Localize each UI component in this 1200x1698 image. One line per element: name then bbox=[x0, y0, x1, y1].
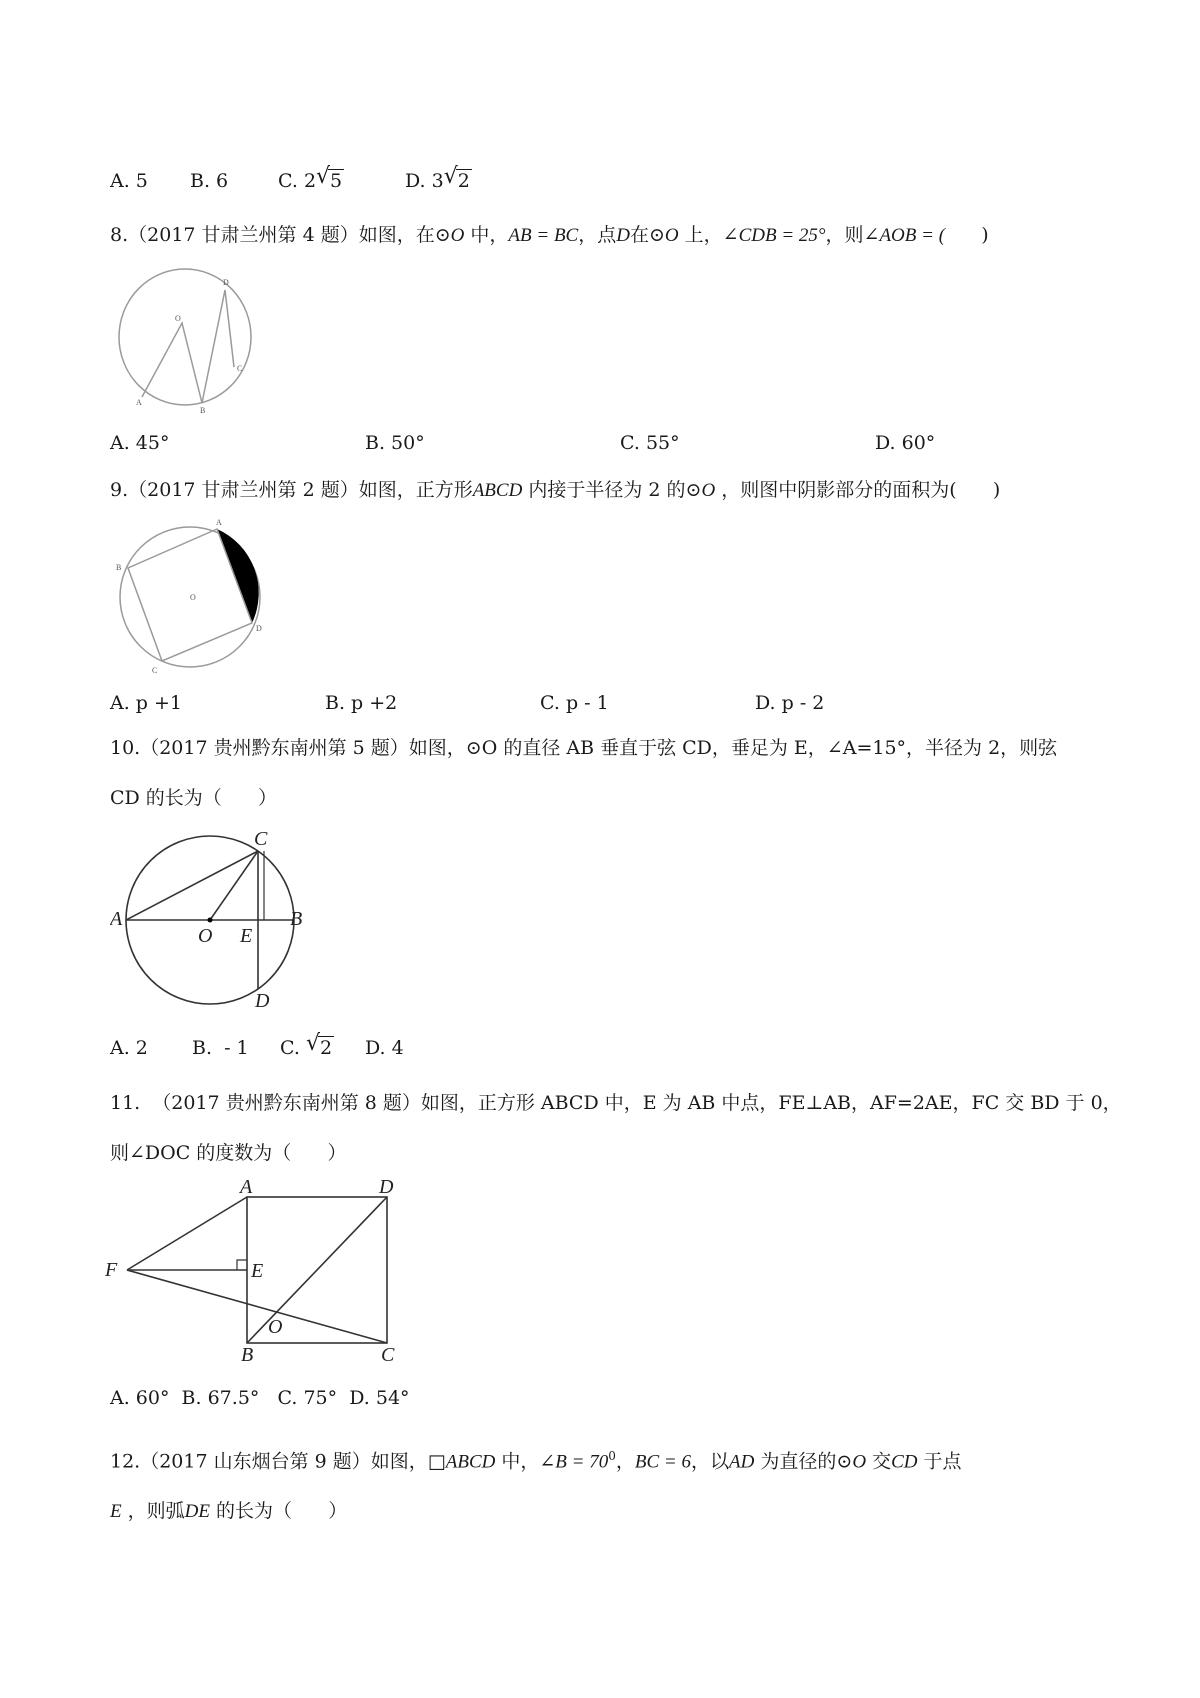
q8-option-a: A. 45° bbox=[110, 432, 170, 454]
q11-label-a: A bbox=[240, 1176, 253, 1198]
q9-label-o: O bbox=[190, 593, 196, 602]
q8-option-d: D. 60° bbox=[875, 432, 936, 454]
q9-label-a: A bbox=[216, 518, 222, 527]
q10-label-o: O bbox=[198, 925, 213, 947]
q10-option-b: B. - 1 bbox=[192, 1037, 249, 1059]
q11-label-o: O bbox=[268, 1316, 283, 1338]
q12-stem-line2: E ，则弧DE 的长为（ ） bbox=[110, 1500, 348, 1522]
q10-label-b: B bbox=[290, 908, 303, 930]
q10-stem-line2: CD 的长为（ ） bbox=[110, 787, 278, 809]
q10-center-dot bbox=[208, 918, 213, 923]
q10-option-a: A. 2 bbox=[110, 1037, 148, 1059]
q8-label-c: C bbox=[237, 364, 243, 373]
q7-option-d: D. 3 √ 2 bbox=[405, 164, 470, 192]
q9-option-d: D. p - 2 bbox=[755, 692, 825, 714]
q9-option-a: A. p +1 bbox=[110, 692, 183, 714]
q10-segment-ac bbox=[126, 851, 258, 920]
q9-option-b: B. p +2 bbox=[325, 692, 398, 714]
q8-label-o: O bbox=[175, 314, 181, 323]
q12-stem-line1: 12.（2017 山东烟台第 9 题）如图，□ABCD 中，∠B = $70^0$，BC = 6，以AD 为直径的⊙O 交CD 于点 bbox=[110, 1449, 962, 1473]
q7-option-a: A. 5 bbox=[110, 170, 148, 192]
q10-segment-oc bbox=[210, 851, 258, 920]
q11-figure bbox=[105, 1175, 405, 1365]
q9-stem: 9.（2017 甘肃兰州第 2 题）如图，正方形ABCD 内接于半径为 2 的⊙O ，则图中阴影部分的面积为( ) bbox=[110, 479, 1001, 501]
q8-figure bbox=[110, 255, 260, 415]
q11-label-f: F bbox=[105, 1259, 118, 1281]
q7-option-c: C. 2 √ 5 bbox=[278, 164, 343, 192]
q10-option-c: C. √ 2 bbox=[280, 1031, 333, 1059]
q8-option-c: C. 55° bbox=[620, 432, 680, 454]
q11-options: A. 60° B. 67.5° C. 75° D. 54° bbox=[110, 1387, 410, 1409]
q8-label-a: A bbox=[136, 398, 142, 407]
q11-right-angle-mark bbox=[237, 1260, 247, 1270]
q8-segments bbox=[142, 290, 234, 403]
q11-stem-line2: 则∠DOC 的度数为（ ） bbox=[110, 1142, 347, 1164]
q11-label-c: C bbox=[381, 1344, 395, 1365]
q10-label-d: D bbox=[255, 990, 270, 1010]
q11-label-d: D bbox=[379, 1176, 394, 1198]
q11-label-b: B bbox=[241, 1344, 254, 1365]
q8-label-b: B bbox=[200, 406, 206, 415]
q8-label-d: D bbox=[223, 278, 229, 287]
q9-figure bbox=[110, 515, 270, 675]
q10-label-c: C bbox=[254, 828, 268, 850]
q10-label-a: A bbox=[110, 908, 123, 930]
q10-label-e: E bbox=[240, 925, 253, 947]
q11-stem-line1: 11. （2017 贵州黔东南州第 8 题）如图，正方形 ABCD 中，E 为 AB 中点，FE⊥AB，AF=2AE，FC 交 BD 于 0， bbox=[110, 1092, 1122, 1114]
q9-shaded-region bbox=[217, 529, 259, 623]
q9-label-d: D bbox=[256, 624, 262, 633]
q11-segment-fa bbox=[127, 1197, 247, 1270]
q9-option-c: C. p - 1 bbox=[540, 692, 609, 714]
q10-figure bbox=[110, 825, 310, 1010]
q10-option-d: D. 4 bbox=[365, 1037, 404, 1059]
q8-option-b: B. 50° bbox=[365, 432, 425, 454]
q7-option-b: B. 6 bbox=[190, 170, 229, 192]
q9-label-c: C bbox=[152, 666, 158, 675]
q8-stem: 8.（2017 甘肃兰州第 4 题）如图，在⊙O 中，AB = BC，点D在⊙O 上，∠CDB = 25°，则∠AOB = ( ) bbox=[110, 224, 989, 246]
q9-label-b: B bbox=[116, 563, 122, 572]
q11-label-e: E bbox=[251, 1260, 264, 1282]
q10-stem-line1: 10.（2017 贵州黔东南州第 5 题）如图，⊙O 的直径 AB 垂直于弦 CD，垂足为 E，∠A=15°，半径为 2，则弦 bbox=[110, 737, 1058, 759]
